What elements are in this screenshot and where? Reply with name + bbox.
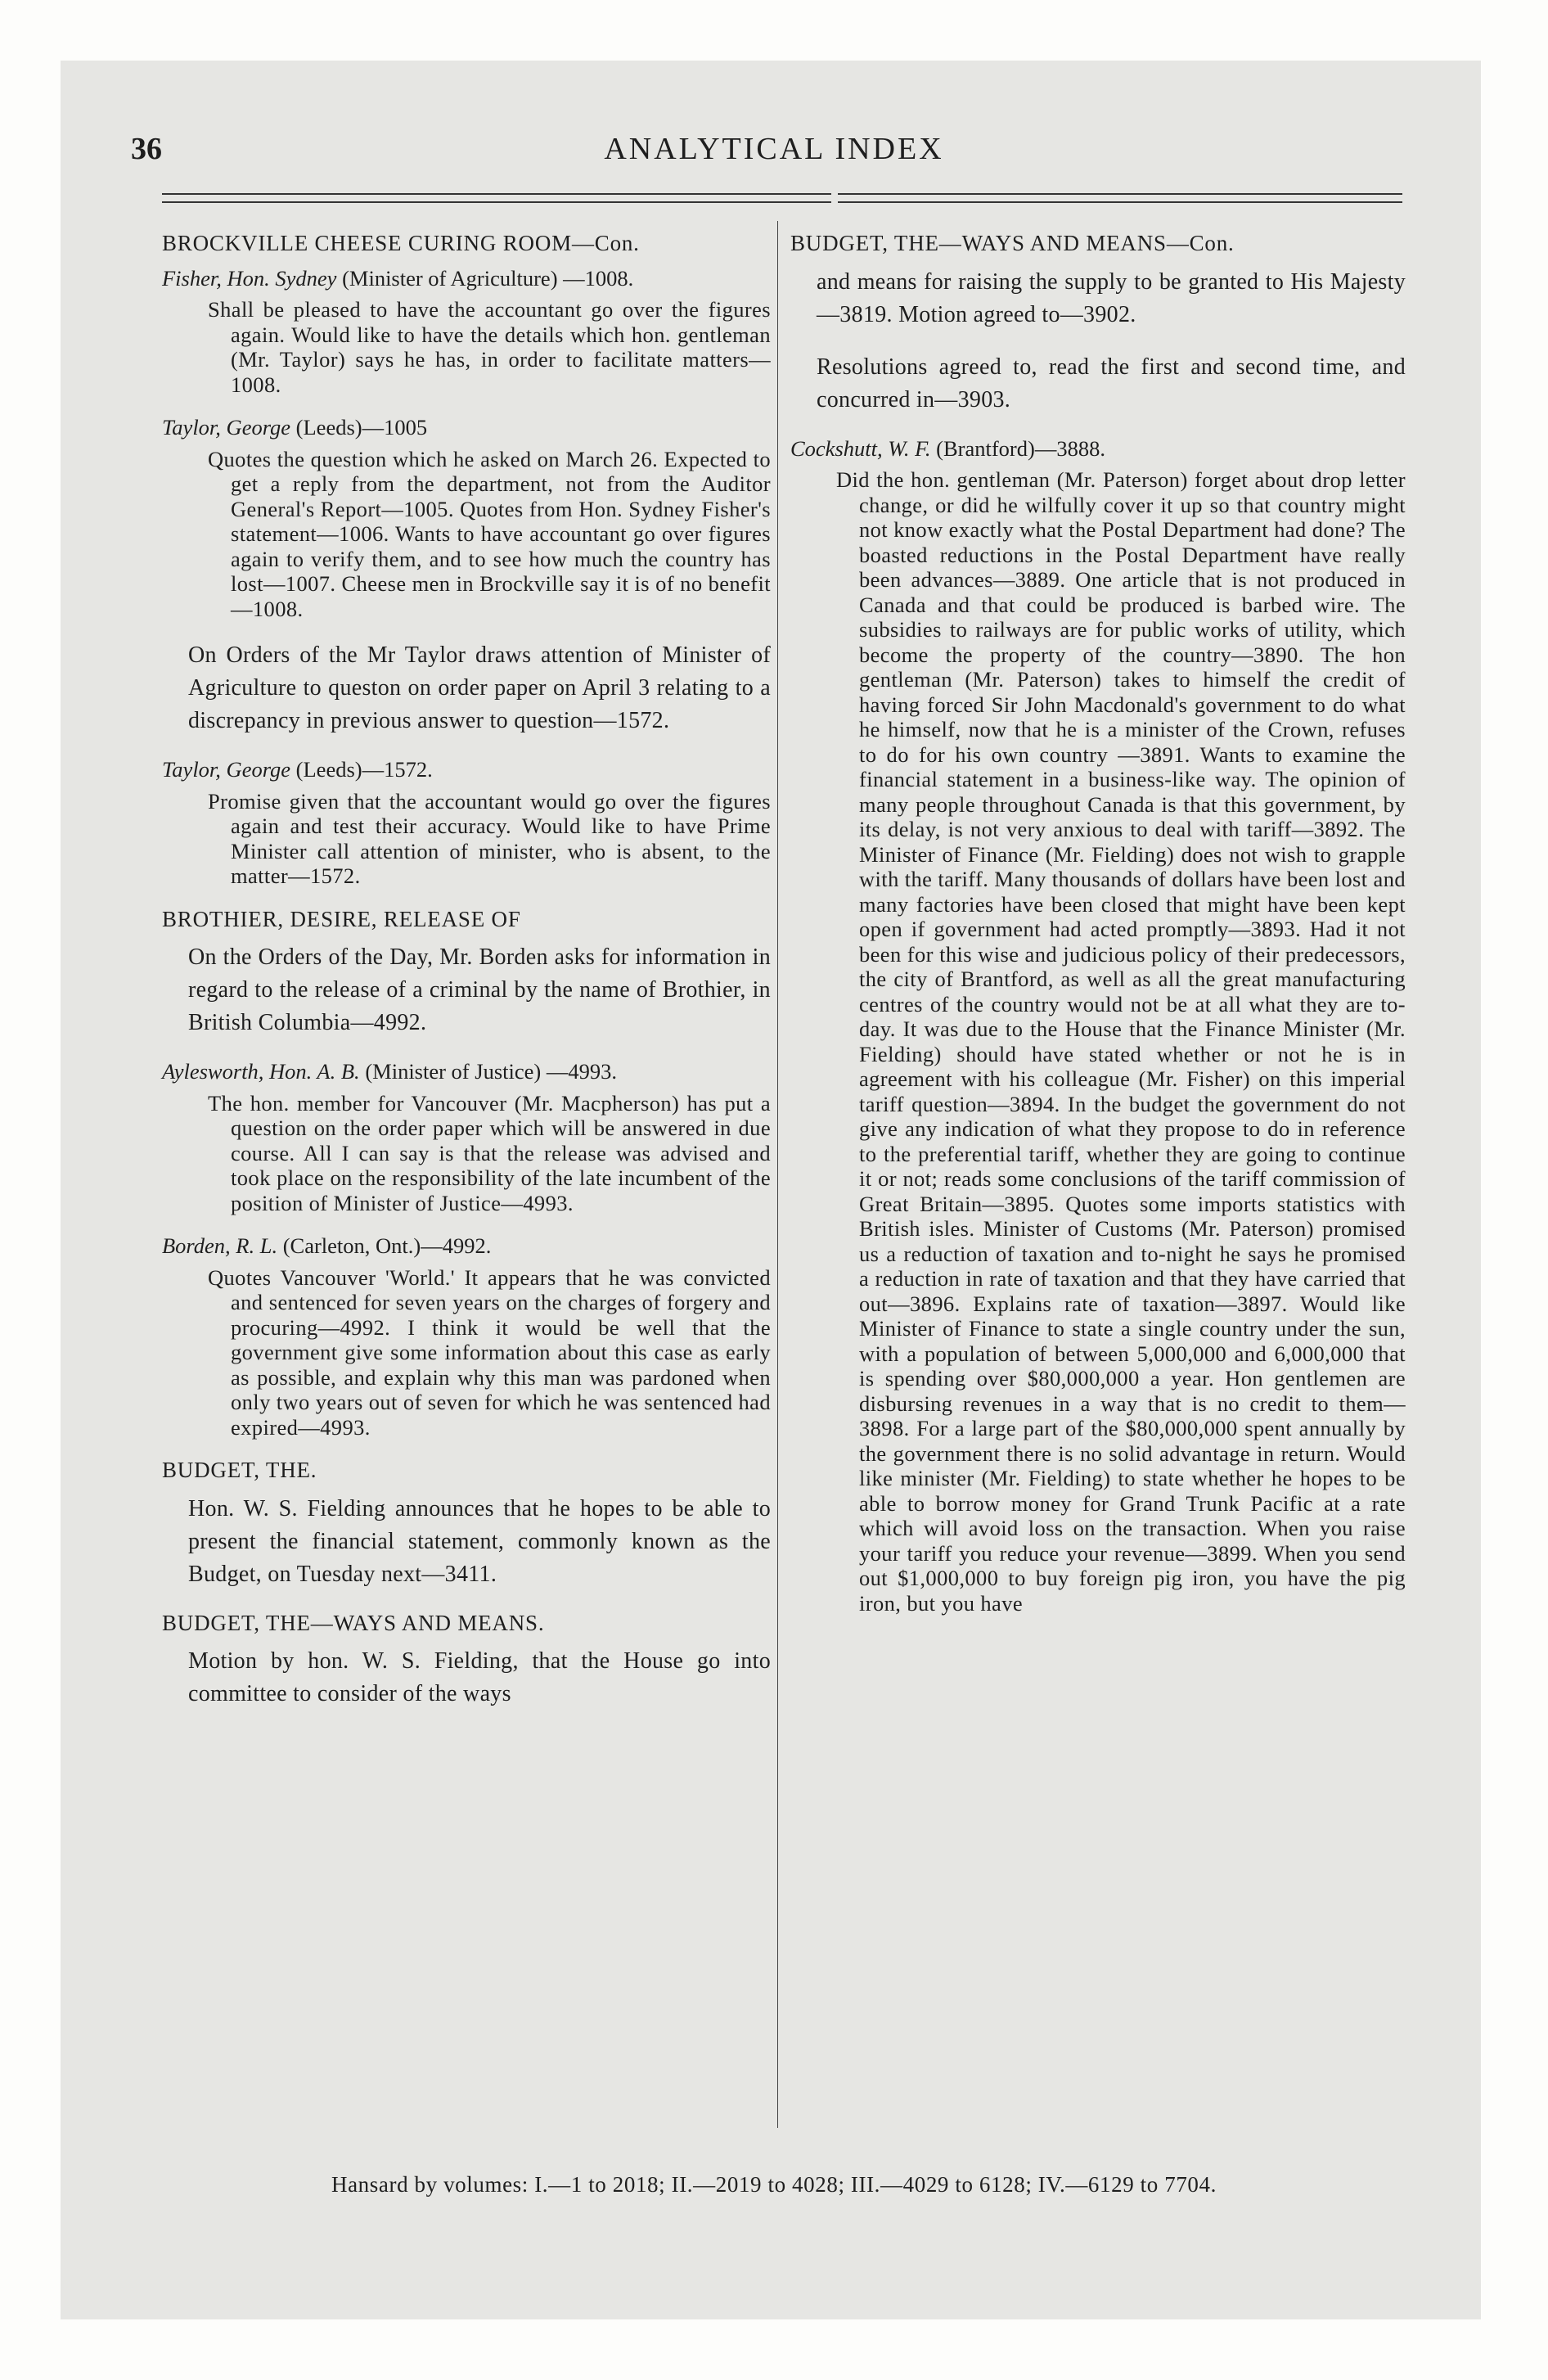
page-ref: —4993. <box>546 1059 617 1084</box>
speaker-entry <box>162 266 771 291</box>
entry-summary: The hon. member for Vancouver (Mr. Macpherson) has put a question on the order paper which will be answered in due course. All I can say is that the release was advised and took place on the responsibility of the late incumbent of the position of Minister of Justice—4993. <box>208 1090 771 1215</box>
header-rule-left <box>162 193 831 203</box>
speaker-entry <box>162 415 771 440</box>
entry-summary: Promise given that the accountant would go over the figures again and test their accuracy. Would like to have Prime Minister call attention of minister, who is absent, to the matter—1572. <box>208 788 771 888</box>
entry-summary: Shall be pleased to have the accountant go over the figures again. Would like to have the details which hon. gentleman (Mr. Taylor) says he has, in order to facilitate matters—1008. <box>208 297 771 397</box>
entry-intro: On the Orders of the Day, Mr. Borden asks for information in regard to the release of a criminal by the name of Brothier, in British Columbia—4992. <box>188 944 771 1035</box>
speaker-name: Aylesworth, Hon. A. B. <box>162 1059 360 1084</box>
entry-summary: Quotes Vancouver 'World.' It appears that he was convicted and sentenced for seven years on the charges of forgery and procuring—4992. I think it would be well that the government give some information about this case as early as possible, and explain why this man was pardoned when only two years out of seven for which he was sentenced had expired—4993. <box>208 1264 771 1440</box>
speaker-entry <box>790 436 1406 462</box>
speaker-role: (Leeds)—1572. <box>295 757 433 782</box>
index-heading: BROCKVILLE CHEESE CURING ROOM—Con. <box>162 231 640 255</box>
speaker-role: (Leeds)—1005 <box>295 415 428 439</box>
header-rule-right <box>838 193 1402 203</box>
speaker-entry <box>162 757 771 782</box>
speaker-role: (Minister of Agriculture) <box>342 265 558 291</box>
speaker-name: Taylor, George <box>162 757 291 782</box>
speaker-name: Cockshutt, W. F. <box>790 435 931 461</box>
speaker-name: Fisher, Hon. Sydney <box>162 265 337 291</box>
speaker-role: (Minister of Justice) <box>365 1059 542 1084</box>
speaker-entry <box>162 1233 771 1259</box>
column-divider <box>777 221 778 2128</box>
speaker-name: Borden, R. L. <box>162 1233 278 1258</box>
running-title: ANALYTICAL INDEX <box>604 132 944 166</box>
entry-summary: Did the hon. gentleman (Mr. Paterson) forget about drop letter change, or did he wilfully cover it up so that country might not know exactly what the Postal Department had done? The boasted reductions in the Postal Department have really been advances—3889. One article that is not produced in Canada and that could be produced is barbed wire. The subsidies to railways are for public works of utility, which become the property of the country—3890. The hon gentleman (Mr. Paterson) takes to himself the credit of having forced Sir John Macdonald's government to do what he himself, now that he is a minister of the Crown, refuses to do for his own country —3891. Wants to examine the financial statement in a business-like way. The opinion of many people throughout Canada is that this government, by its delay, is not very anxious to deal with tariff—3892. The Minister of Finance (Mr. Fielding) does not wish to grapple with the tariff. Many thousands of dollars have been lost and many factories have been closed that might have been kept open if government had acted promptly—3893. Had it not been for this wise and judicious policy of their predecessors, the city of Brantford, as well as all the great manufacturing centres of the country would not be at all what they are to-day. It was due to the House that the Finance Minister (Mr. Fielding) should have stated whether or not he is in agreement with his colleague (Mr. Fisher) on this imperial tariff question—3894. In the budget the government do not give any indication of what they propose to do in reference to the preferential tariff, whether they are going to continue it or not; reads some conclusions of the tariff commission of Great Britain—3895. Quotes some imports statistics with British isles. Minister of Customs (Mr. Paterson) promised us a reduction of taxation and to-night he says he promised a reduction in rate of taxation and that they have carried that out—3896. Explains rate of taxation—3897. Would like Minister of Finance to state a single country under the sun, with a population of between 5,000,000 and 6,000,000 that is spending over $80,000,000 a year. Hon gentlemen are disbursing revenues in a way that is no credit to them—3898. For a large part of the $80,000,000 spent annually by the government there is no solid advantage in return. Would like minister (Mr. Fielding) to state whether he hopes to be able to borrow money for Grand Trunk Pacific at a rate which will avoid loss on the transaction. When you raise your tariff you reduce your revenue—3899. When you send out $1,000,000 to buy foreign pig iron, you have the pig iron, but you have <box>836 467 1406 1616</box>
index-heading: BUDGET, THE. <box>162 1458 317 1482</box>
page-ref: —1008. <box>563 265 634 291</box>
volume-footer: Hansard by volumes: I.—1 to 2018; II.—2019 to 4028; III.—4029 to 6128; IV.—6129 to 7704. <box>331 2172 1217 2197</box>
entry-summary: Quotes the question which he asked on March 26. Expected to get a reply from the department, not from the Auditor General's Report—1005. Quotes from Hon. Sydney Fisher's statement—1006. Wants to have accountant go over figures again to verify them, and to see how much the country has lost—1007. Cheese men in Brockville say it is of no benefit —1008. <box>208 446 771 621</box>
entry-intro: Resolutions agreed to, read the first and second time, and concurred in—3903. <box>817 354 1406 412</box>
speaker-name: Taylor, George <box>162 415 291 439</box>
index-heading: BUDGET, THE—WAYS AND MEANS—Con. <box>790 231 1235 255</box>
speaker-role: (Brantford)—3888. <box>936 435 1105 461</box>
entry-intro: On Orders of the Mr Taylor draws attention of Minister of Agriculture to queston on order paper on April 3 relating to a discrepancy in previous answer to question—1572. <box>188 642 771 733</box>
right-column <box>790 231 1406 1634</box>
index-heading: BUDGET, THE—WAYS AND MEANS. <box>162 1610 545 1635</box>
left-column <box>162 231 771 1730</box>
speaker-role: (Carleton, Ont.)—4992. <box>282 1233 492 1258</box>
speaker-entry <box>162 1059 771 1084</box>
page-number: 36 <box>131 132 162 166</box>
index-heading: BROTHIER, DESIRE, RELEASE OF <box>162 906 521 931</box>
entry-intro: Motion by hon. W. S. Fielding, that the House go into committee to consider of the ways <box>188 1648 771 1706</box>
entry-intro: Hon. W. S. Fielding announces that he hopes to be able to present the financial statement, commonly known as the Budget, on Tuesday next—3411. <box>188 1495 771 1587</box>
entry-intro: and means for raising the supply to be granted to His Majesty—3819. Motion agreed to—3902. <box>817 268 1406 327</box>
